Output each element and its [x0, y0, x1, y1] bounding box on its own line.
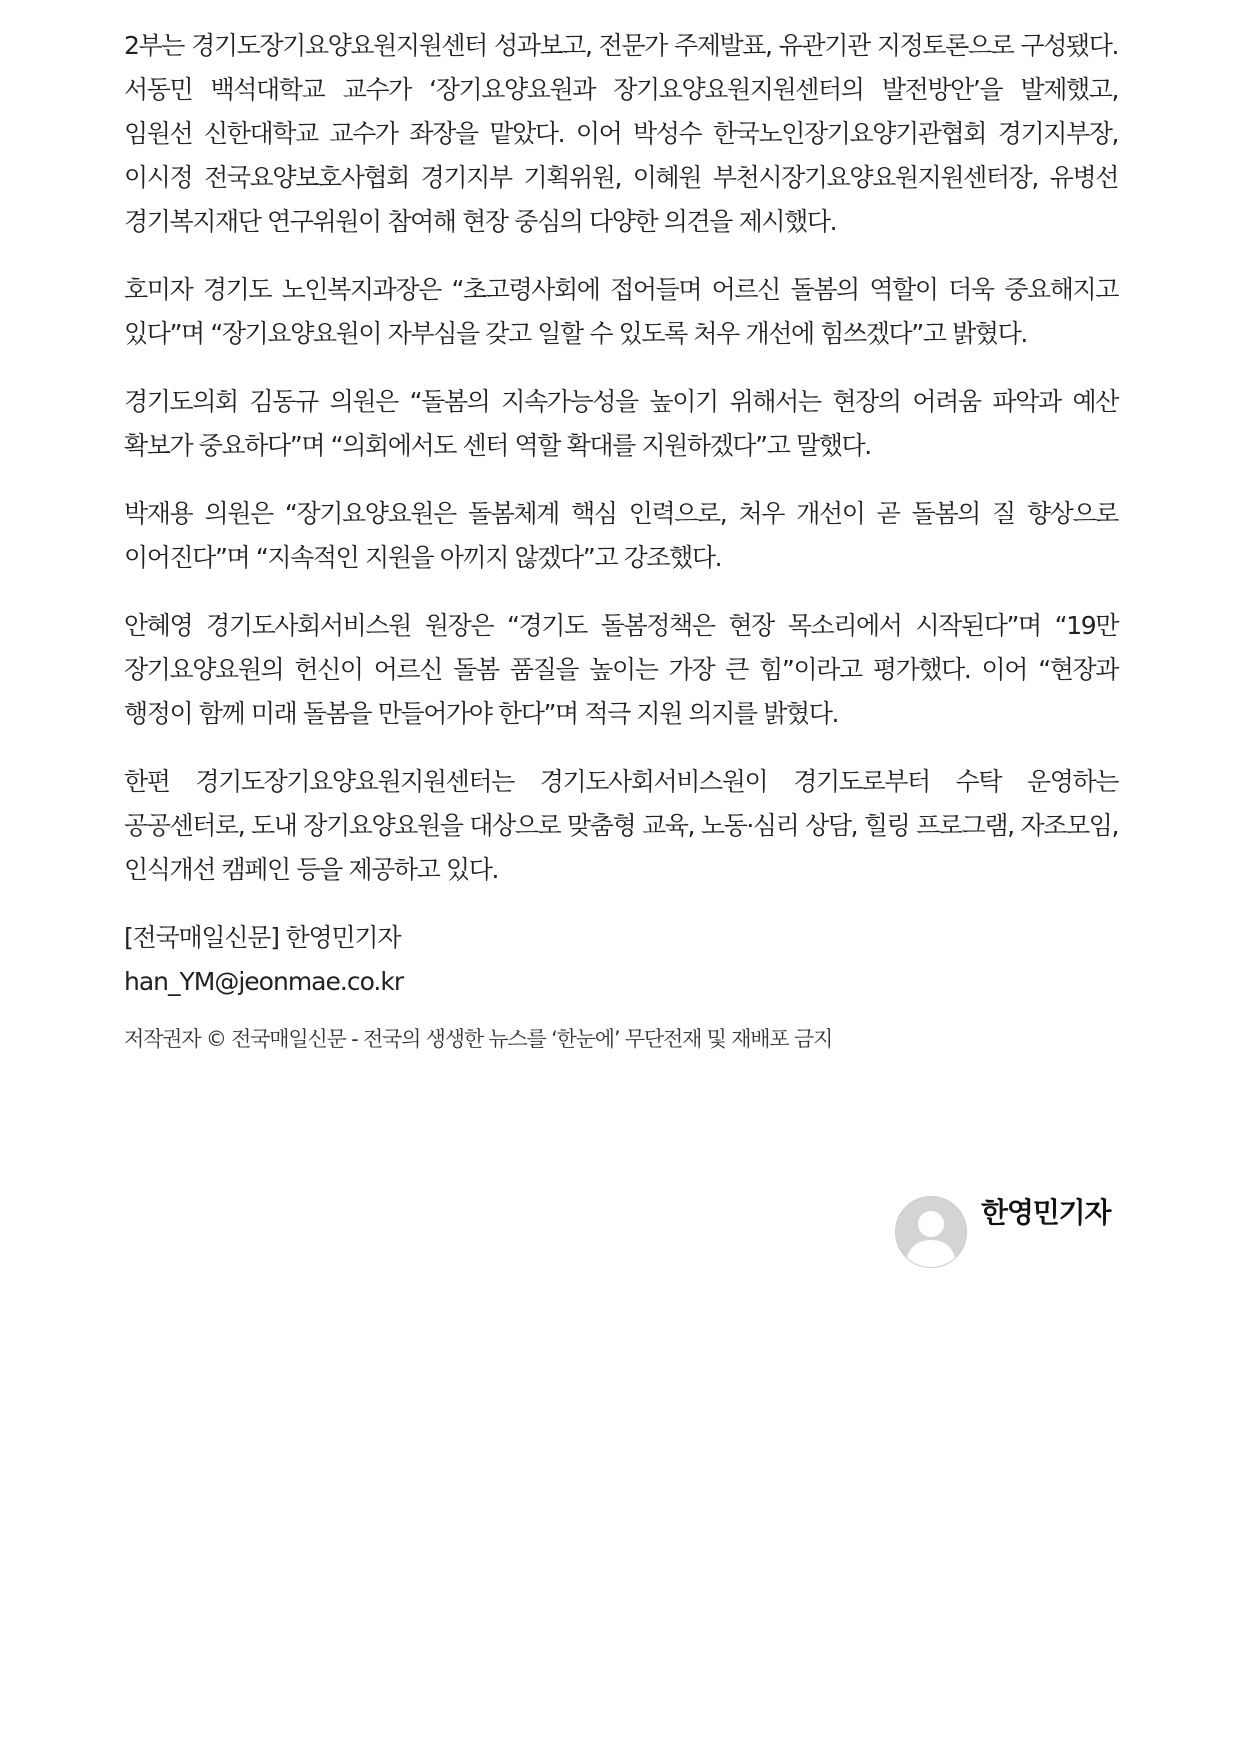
copyright-notice: 저작권자 © 전국매일신문 - 전국의 생생한 뉴스를 ‘한눈에’ 무단전재 및 재배포 금지	[124, 1027, 833, 1051]
article-paragraph: 안혜영 경기도사회서비스원 원장은 “경기도 돌봄정책은 현장 목소리에서 시작된다”며 “19만 장기요양요원의 헌신이 어르신 돌봄 품질을 높이는 가장 큰 힘”이라고 평가했다. 이어 “현장과 행정이 함께 미래 돌봄을 만들어가야 한다”며 적극 지원 의지를 밝혔다.	[124, 611, 1118, 728]
article-paragraph: 경기도의회 김동규 의원은 “돌봄의 지속가능성을 높이기 위해서는 현장의 어려움 파악과 예산 확보가 중요하다”며 “의회에서도 센터 역할 확대를 지원하겠다”고 말했다.	[124, 387, 1118, 460]
avatar[interactable]	[895, 1196, 967, 1268]
article-paragraph: 호미자 경기도 노인복지과장은 “초고령사회에 접어들며 어르신 돌봄의 역할이 더욱 중요해지고 있다”며 “장기요양요원이 자부심을 갖고 일할 수 있도록 처우 개선에 힘쓰겠다”고 밝혔다.	[124, 275, 1118, 348]
article-paragraph: 한편 경기도장기요양요원지원센터는 경기도사회서비스원이 경기도로부터 수탁 운영하는 공공센터로, 도내 장기요양요원을 대상으로 맞춤형 교육, 노동·심리 상담, 힐링 프로그램, 자조모임, 인식개선 캠페인 등을 제공하고 있다.	[124, 767, 1118, 884]
author-card[interactable]	[895, 1196, 1120, 1276]
article-paragraph: 2부는 경기도장기요양요원지원센터 성과보고, 전문가 주제발표, 유관기관 지정토론으로 구성됐다. 서동민 백석대학교 교수가 ‘장기요양요원과 장기요양요원지원센터의 발전방안’을 발제했고, 임원선 신한대학교 교수가 좌장을 맡았다. 이어 박성수 한국노인장기요양기관협회 경기지부장, 이시정 전국요양보호사협회 경기지부 기획위원, 이혜원 부천시장기요양요원지원센터장, 유병선 경기복지재단 연구위원이 참여해 현장 중심의 다양한 의견을 제시했다.	[124, 31, 1118, 236]
byline: [전국매일신문] 한영민기자	[124, 923, 401, 952]
author-name[interactable]: 한영민기자	[981, 1196, 1111, 1229]
article-body	[124, 24, 1118, 1056]
article-paragraph: 박재용 의원은 “장기요양요원은 돌봄체계 핵심 인력으로, 처우 개선이 곧 돌봄의 질 향상으로 이어진다”며 “지속적인 지원을 아끼지 않겠다”고 강조했다.	[124, 499, 1118, 572]
user-silhouette-icon	[896, 1197, 966, 1267]
reporter-email: han_YM@jeonmae.co.kr	[124, 967, 404, 996]
